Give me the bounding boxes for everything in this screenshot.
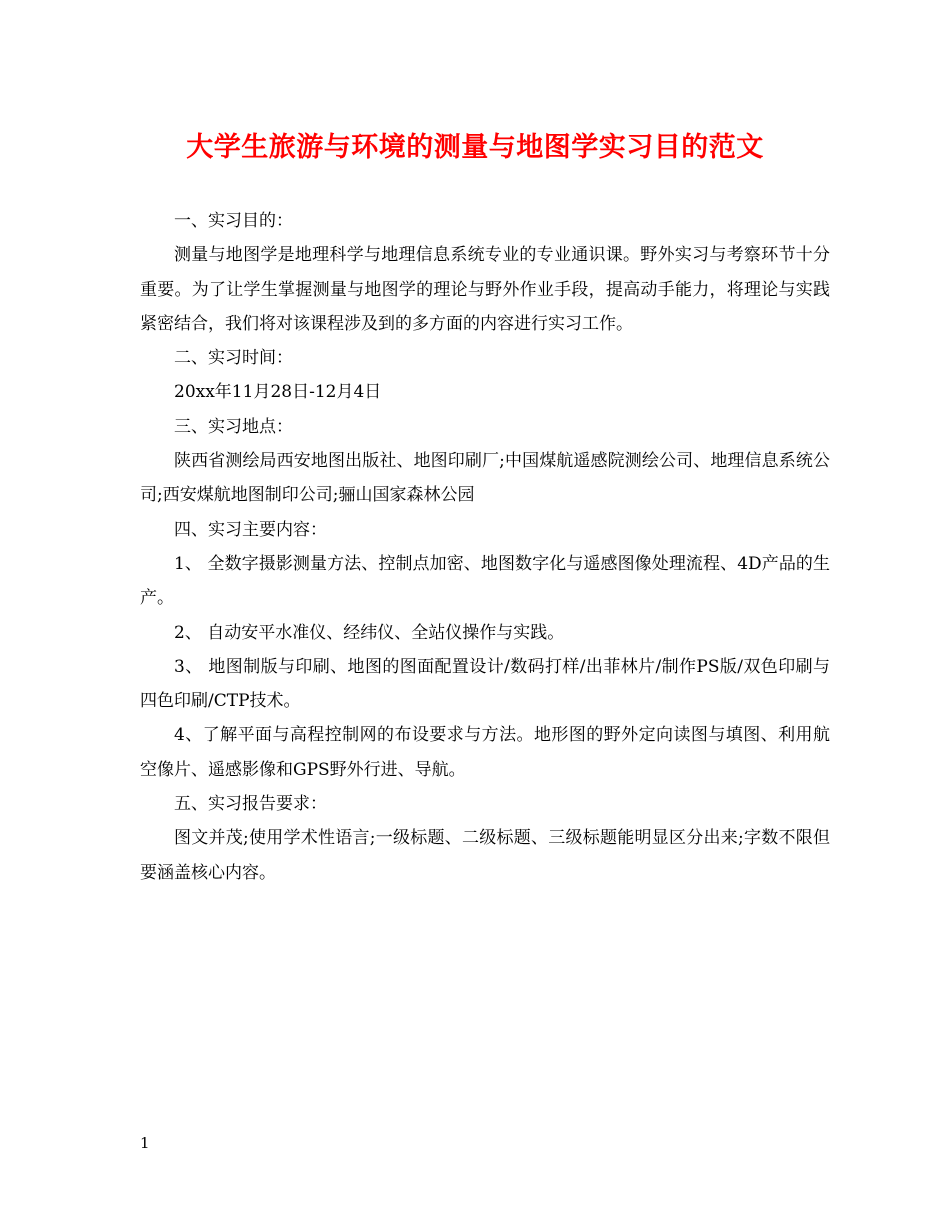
list-item-content-4: 4、了解平面与高程控制网的布设要求与方法。地形图的野外定向读图与填图、利用航空像片、遥感影像和GPS野外行进、导航。 <box>140 725 830 780</box>
document-body <box>140 204 830 890</box>
page-number: 1 <box>140 1134 150 1152</box>
paragraph-purpose: 测量与地图学是地理科学与地理信息系统专业的专业通识课。野外实习与考察环节十分重要。为了让学生掌握测量与地图学的理论与野外作业手段，提高动手能力，将理论与实践紧密结合，我们将对该课程涉及到的多方面的内容进行实习工作。 <box>140 245 830 334</box>
list-item-content-2: 2、 自动安平水准仪、经纬仪、全站仪操作与实践。 <box>174 622 565 643</box>
section-heading-location: 三、实习地点： <box>174 416 293 437</box>
paragraph-report: 图文并茂;使用学术性语言;一级标题、二级标题、三级标题能明显区分出来;字数不限但要涵盖核心内容。 <box>140 828 830 883</box>
section-heading-time: 二、实习时间： <box>174 348 293 369</box>
section-heading-report: 五、实习报告要求： <box>174 794 327 815</box>
list-item-content-3: 3、 地图制版与印刷、地图的图面配置设计/数码打样/出菲林片/制作PS版/双色印刷与四色印刷/CTP技术。 <box>140 656 830 712</box>
paragraph-time: 20xx年11月28日-12月4日 <box>174 382 382 403</box>
document-title: 大学生旅游与环境的测量与地图学实习目的范文 <box>186 132 764 163</box>
paragraph-location: 陕西省测绘局西安地图出版社、地图印刷厂;中国煤航遥感院测绘公司、地理信息系统公司;西安煤航地图制印公司;骊山国家森林公园 <box>140 451 830 506</box>
section-heading-content: 四、实习主要内容： <box>174 519 327 540</box>
list-item-content-1: 1、 全数字摄影测量方法、控制点加密、地图数字化与遥感图像处理流程、4D产品的生产。 <box>140 553 830 609</box>
section-heading-purpose: 一、实习目的： <box>174 211 293 231</box>
